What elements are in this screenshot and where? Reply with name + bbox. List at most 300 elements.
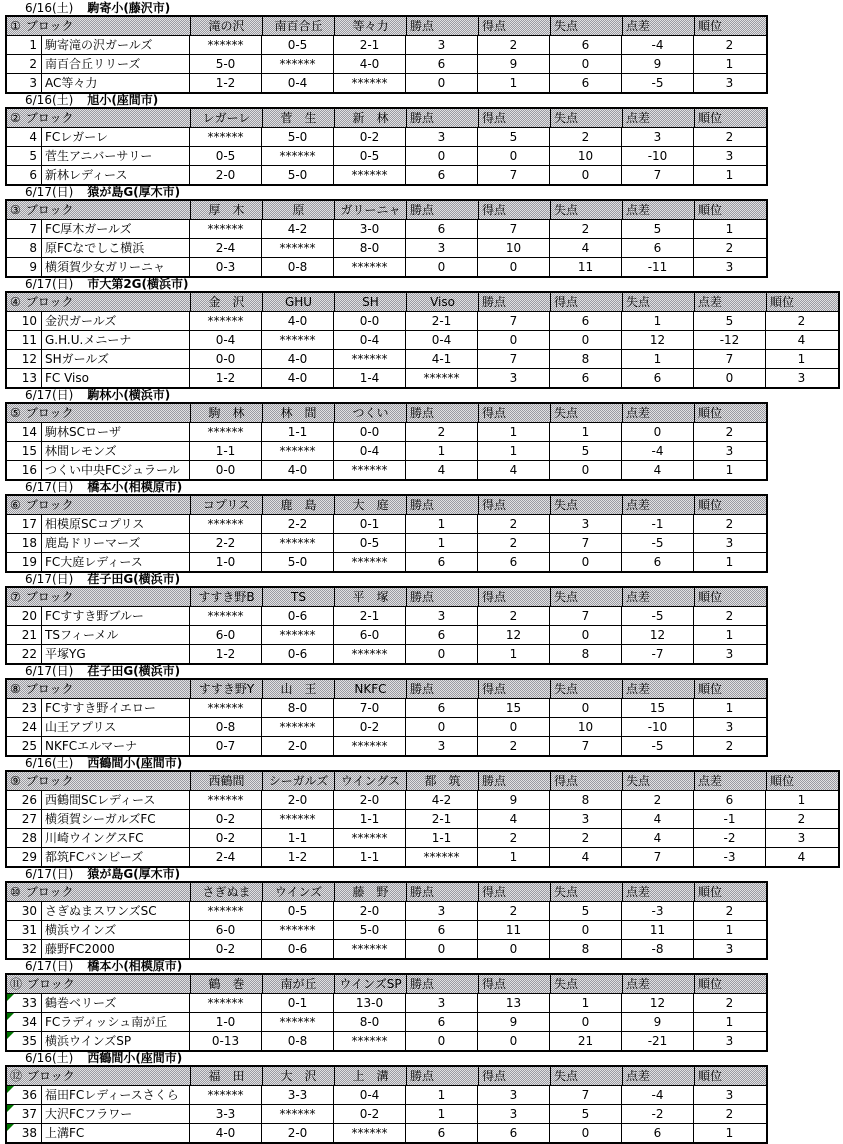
match-result-cell: ******: [333, 829, 405, 847]
stat-header-cell: 失点: [550, 883, 622, 901]
stat-value-cell: 9: [621, 55, 693, 73]
header-row: [7, 201, 766, 219]
block-venue: 橋本小(相模原市): [87, 959, 183, 973]
stat-value-cell: 3: [621, 128, 693, 146]
block-date: 6/17(日): [25, 572, 74, 586]
match-result-cell: 6-0: [189, 921, 261, 939]
stat-value-cell: 0: [477, 940, 549, 958]
stat-value-cell: -12: [693, 331, 765, 349]
stat-value-cell: 2: [621, 791, 693, 809]
stat-header-cell: 点差: [694, 293, 766, 311]
stat-value-cell: 2: [405, 423, 477, 441]
match-result-cell: 5-0: [261, 128, 333, 146]
header-row: [7, 772, 838, 790]
row-number-cell: [7, 461, 41, 479]
header-row: [7, 883, 766, 901]
stat-value-cell: 9: [477, 55, 549, 73]
stat-header-cell: 順位: [694, 883, 766, 901]
match-result-cell: 1-1: [261, 423, 333, 441]
stat-value-cell: 6: [621, 239, 693, 257]
row-number: 4: [29, 130, 37, 144]
stat-value-cell: 0: [405, 645, 477, 663]
team-row: [7, 809, 838, 828]
team-name-cell: 横須賀シーガルズFC: [41, 810, 189, 828]
stat-value-cell: 0: [405, 74, 477, 92]
match-result-cell: 2-0: [261, 1124, 333, 1142]
match-result-cell: ******: [261, 1013, 333, 1031]
stat-header-cell: 得点: [478, 404, 550, 422]
standings-table: [5, 586, 768, 665]
team-name-cell: 鹿島ドリーマーズ: [41, 534, 189, 552]
stat-value-cell: 6: [405, 1013, 477, 1031]
match-result-cell: 7-0: [333, 699, 405, 717]
match-result-cell: ******: [261, 626, 333, 644]
team-name-cell: FCラディッシュ南が丘: [41, 1013, 189, 1031]
stat-value-cell: 1: [693, 921, 765, 939]
stat-value-cell: 0: [405, 147, 477, 165]
row-number-cell: [7, 147, 41, 165]
opponent-header-cell: 金 沢: [190, 293, 262, 311]
stat-value-cell: 2: [477, 902, 549, 920]
stat-value-cell: 3: [405, 128, 477, 146]
match-result-cell: 2-0: [333, 902, 405, 920]
match-result-cell: ******: [333, 645, 405, 663]
match-result-cell: 0-3: [189, 258, 261, 276]
block-venue: 市大第2G(横浜市): [87, 277, 189, 291]
team-name-cell: 藤野FC2000: [41, 940, 189, 958]
team-row: [7, 993, 766, 1012]
header-row: [7, 404, 766, 422]
match-result-cell: 0-2: [189, 810, 261, 828]
team-name-cell: G.H.U.メニーナ: [41, 331, 189, 349]
match-result-cell: 0-4: [405, 331, 477, 349]
stat-header-cell: 得点: [478, 17, 550, 35]
block-date: 6/16(土): [25, 93, 74, 107]
match-result-cell: 8-0: [333, 239, 405, 257]
stat-value-cell: 2: [693, 423, 765, 441]
block-title: [0, 94, 843, 107]
row-number: 10: [21, 314, 37, 328]
team-row: [7, 460, 766, 479]
match-result-cell: ******: [189, 607, 261, 625]
block-number: ⑪: [10, 977, 23, 991]
stat-value-cell: 7: [477, 350, 549, 368]
stat-value-cell: 4: [549, 848, 621, 866]
stat-value-cell: 3: [405, 737, 477, 755]
match-result-cell: 8-0: [261, 699, 333, 717]
match-result-cell: 2-1: [405, 312, 477, 330]
match-result-cell: 4-0: [189, 1124, 261, 1142]
header-row: [7, 496, 766, 514]
block-date: 6/16(土): [25, 756, 74, 770]
team-row: [7, 349, 838, 368]
block-date: 6/16(土): [25, 1051, 74, 1065]
stat-header-cell: 勝点: [406, 201, 478, 219]
opponent-header-cell: 都 筑: [406, 772, 478, 790]
row-number-cell: [7, 626, 41, 644]
opponent-header-cell: 鹿 島: [262, 496, 334, 514]
match-result-cell: ******: [333, 1032, 405, 1050]
note-marker-icon: [7, 1086, 14, 1093]
match-result-cell: 1-0: [189, 1013, 261, 1031]
opponent-header-cell: 山 王: [262, 680, 334, 698]
stat-value-cell: -3: [693, 848, 765, 866]
stat-value-cell: 3: [693, 645, 765, 663]
stat-value-cell: 0: [549, 166, 621, 184]
team-name-cell: SHガールズ: [41, 350, 189, 368]
stat-header-cell: 勝点: [478, 293, 550, 311]
match-result-cell: ******: [189, 994, 261, 1012]
team-name-cell: 駒林SCローザ: [41, 423, 189, 441]
opponent-header-cell: すすき野Y: [190, 680, 262, 698]
stat-header-cell: 点差: [622, 109, 694, 127]
team-name-cell: 菅生アニバーサリー: [41, 147, 189, 165]
row-number: 1: [29, 38, 37, 52]
block-label: ブロック: [25, 19, 74, 33]
stat-value-cell: 2: [765, 810, 837, 828]
row-number: 18: [21, 536, 37, 550]
stat-value-cell: 3: [405, 994, 477, 1012]
row-number: 21: [21, 628, 37, 642]
team-name-cell: 西鶴間SCレディース: [41, 791, 189, 809]
stat-header-cell: 勝点: [406, 588, 478, 606]
team-name-cell: AC等々力: [41, 74, 189, 92]
stat-value-cell: 6: [549, 74, 621, 92]
row-number: 15: [21, 444, 37, 458]
stat-value-cell: 5: [693, 312, 765, 330]
match-result-cell: 0-2: [333, 128, 405, 146]
stat-value-cell: 1: [405, 1086, 477, 1104]
opponent-header-cell: SH: [334, 293, 406, 311]
team-name-cell: 福田FCレディースさくら: [41, 1086, 189, 1104]
team-row: [7, 441, 766, 460]
match-result-cell: 4-0: [261, 461, 333, 479]
stat-value-cell: 6: [477, 553, 549, 571]
league-block: [0, 186, 843, 278]
team-row: [7, 165, 766, 184]
block-number: ③: [10, 203, 21, 217]
block-number: ⑩: [10, 885, 21, 899]
row-number-cell: [7, 74, 41, 92]
team-row: [7, 1031, 766, 1050]
stat-value-cell: 3: [765, 829, 837, 847]
stat-value-cell: -3: [621, 902, 693, 920]
stat-value-cell: 3: [405, 607, 477, 625]
note-marker-icon: [7, 994, 14, 1001]
team-name-cell: FCすすき野ブルー: [41, 607, 189, 625]
opponent-header-cell: 福 田: [190, 1067, 262, 1085]
stat-value-cell: 5: [621, 220, 693, 238]
stat-header-cell: 失点: [622, 293, 694, 311]
team-name-cell: さぎぬまスワンズSC: [41, 902, 189, 920]
stat-value-cell: 6: [405, 921, 477, 939]
row-number: 7: [29, 222, 37, 236]
team-name-cell: 川崎ウイングスFC: [41, 829, 189, 847]
stat-header-cell: 点差: [694, 772, 766, 790]
block-venue: 猿が島G(厚木市): [87, 867, 181, 881]
stat-value-cell: 13: [477, 994, 549, 1012]
stat-value-cell: 4: [765, 331, 837, 349]
stat-value-cell: 1: [693, 699, 765, 717]
stat-value-cell: 5: [549, 1105, 621, 1123]
team-name-cell: 平塚YG: [41, 645, 189, 663]
match-result-cell: ******: [261, 442, 333, 460]
match-result-cell: 1-2: [189, 645, 261, 663]
stat-value-cell: 4: [621, 461, 693, 479]
stat-value-cell: -10: [621, 147, 693, 165]
stat-value-cell: 5: [549, 442, 621, 460]
stat-value-cell: 0: [549, 699, 621, 717]
block-number: ②: [10, 111, 21, 125]
stat-header-cell: 勝点: [406, 404, 478, 422]
stat-value-cell: 2: [477, 607, 549, 625]
stat-value-cell: 2: [477, 829, 549, 847]
block-venue: 荏子田G(横浜市): [87, 572, 181, 586]
block-header-cell: [7, 772, 190, 790]
opponent-header-cell: さぎぬま: [190, 883, 262, 901]
match-result-cell: 5-0: [189, 55, 261, 73]
standings-table: [5, 973, 768, 1052]
header-row: [7, 17, 766, 35]
stat-value-cell: 15: [477, 699, 549, 717]
stat-value-cell: 6: [405, 699, 477, 717]
block-number: ⑤: [10, 406, 21, 420]
row-number: 38: [21, 1126, 37, 1140]
block-venue: 西鶴間小(座間市): [87, 1051, 183, 1065]
match-result-cell: ******: [261, 55, 333, 73]
stat-value-cell: -2: [621, 1105, 693, 1123]
team-row: [7, 717, 766, 736]
match-result-cell: 0-5: [333, 147, 405, 165]
match-result-cell: 4-2: [261, 220, 333, 238]
match-result-cell: ******: [261, 534, 333, 552]
stat-header-cell: 点差: [622, 680, 694, 698]
match-result-cell: ******: [189, 36, 261, 54]
row-number-cell: [7, 1013, 41, 1031]
stat-header-cell: 得点: [478, 201, 550, 219]
block-header-cell: [7, 588, 190, 606]
stat-value-cell: 5: [477, 128, 549, 146]
team-row: [7, 146, 766, 165]
block-date: 6/17(日): [25, 185, 74, 199]
stat-header-cell: 失点: [550, 680, 622, 698]
opponent-header-cell: TS: [262, 588, 334, 606]
match-result-cell: ******: [261, 147, 333, 165]
row-number-cell: [7, 994, 41, 1012]
stat-value-cell: 6: [549, 36, 621, 54]
block-title: [0, 278, 843, 291]
match-result-cell: ******: [261, 331, 333, 349]
stat-value-cell: 1: [477, 74, 549, 92]
stat-value-cell: 3: [765, 369, 837, 387]
match-result-cell: 13-0: [333, 994, 405, 1012]
block-title: [0, 868, 843, 881]
block-label: ブロック: [25, 774, 74, 788]
team-name-cell: 林間レモンズ: [41, 442, 189, 460]
match-result-cell: 0-2: [333, 1105, 405, 1123]
block-header-cell: [7, 201, 190, 219]
opponent-header-cell: レガーレ: [190, 109, 262, 127]
stat-value-cell: 2: [693, 239, 765, 257]
row-number: 22: [21, 647, 37, 661]
match-result-cell: 0-2: [189, 829, 261, 847]
stat-header-cell: 失点: [550, 975, 622, 993]
match-result-cell: ******: [189, 220, 261, 238]
stat-header-cell: 順位: [766, 293, 838, 311]
match-result-cell: ******: [189, 515, 261, 533]
stat-value-cell: 7: [477, 220, 549, 238]
stat-value-cell: 2: [693, 128, 765, 146]
stat-value-cell: 6: [405, 166, 477, 184]
row-number-cell: [7, 737, 41, 755]
match-result-cell: ******: [333, 166, 405, 184]
row-number: 32: [21, 942, 37, 956]
stat-value-cell: 21: [549, 1032, 621, 1050]
stat-value-cell: 3: [693, 1032, 765, 1050]
stat-header-cell: 点差: [622, 201, 694, 219]
stat-value-cell: 2: [693, 515, 765, 533]
stat-header-cell: 順位: [766, 772, 838, 790]
stat-value-cell: 0: [549, 461, 621, 479]
match-result-cell: 0-4: [333, 331, 405, 349]
match-result-cell: ******: [333, 350, 405, 368]
block-label: ブロック: [27, 1069, 75, 1083]
stat-value-cell: 8: [549, 940, 621, 958]
stat-value-cell: 3: [477, 1086, 549, 1104]
match-result-cell: 6-0: [333, 626, 405, 644]
match-result-cell: 2-4: [189, 239, 261, 257]
stat-value-cell: -8: [621, 940, 693, 958]
block-header-cell: [7, 496, 190, 514]
team-row: [7, 1123, 766, 1142]
team-row: [7, 514, 766, 533]
stat-value-cell: 10: [477, 239, 549, 257]
stat-value-cell: 7: [549, 534, 621, 552]
row-number-cell: [7, 1124, 41, 1142]
match-result-cell: 0-5: [261, 902, 333, 920]
match-result-cell: ******: [333, 258, 405, 276]
standings-table: [5, 494, 768, 573]
standings-table: [5, 881, 768, 960]
stat-value-cell: 1: [765, 350, 837, 368]
header-row: [7, 975, 766, 993]
row-number: 8: [29, 241, 37, 255]
block-header-cell: [7, 404, 190, 422]
stat-header-cell: 点差: [622, 588, 694, 606]
row-number-cell: [7, 55, 41, 73]
row-number-cell: [7, 810, 41, 828]
match-result-cell: 2-0: [261, 737, 333, 755]
match-result-cell: ******: [405, 848, 477, 866]
note-marker-icon: [7, 1032, 14, 1039]
match-result-cell: 0-0: [333, 312, 405, 330]
stat-value-cell: 12: [477, 626, 549, 644]
stat-value-cell: 3: [477, 1105, 549, 1123]
match-result-cell: 2-0: [333, 791, 405, 809]
team-name-cell: 駒寄滝の沢ガールズ: [41, 36, 189, 54]
stat-header-cell: 点差: [622, 1067, 694, 1085]
match-result-cell: 4-0: [333, 55, 405, 73]
block-venue: 旭小(座間市): [87, 93, 159, 107]
match-result-cell: 0-7: [189, 737, 261, 755]
opponent-header-cell: コプリス: [190, 496, 262, 514]
stat-header-cell: 勝点: [406, 975, 478, 993]
stat-header-cell: 順位: [694, 404, 766, 422]
stat-header-cell: 得点: [478, 975, 550, 993]
match-result-cell: 8-0: [333, 1013, 405, 1031]
team-name-cell: 原FCなでしこ横浜: [41, 239, 189, 257]
stat-value-cell: 1: [549, 423, 621, 441]
stat-value-cell: 1: [693, 220, 765, 238]
stat-value-cell: 2: [549, 220, 621, 238]
match-result-cell: 0-8: [261, 1032, 333, 1050]
team-row: [7, 238, 766, 257]
team-row: [7, 736, 766, 755]
stat-value-cell: 4: [477, 810, 549, 828]
match-result-cell: 1-1: [261, 829, 333, 847]
stat-value-cell: 1: [405, 515, 477, 533]
opponent-header-cell: シーガルズ: [262, 772, 334, 790]
stat-value-cell: 8: [549, 645, 621, 663]
match-result-cell: 0-6: [261, 607, 333, 625]
row-number: 13: [21, 371, 37, 385]
match-result-cell: ******: [333, 1124, 405, 1142]
row-number: 20: [21, 609, 37, 623]
block-header-cell: [7, 883, 190, 901]
stat-value-cell: -5: [621, 737, 693, 755]
match-result-cell: ******: [189, 1086, 261, 1104]
row-number: 29: [21, 850, 37, 864]
block-label: ブロック: [25, 203, 74, 217]
row-number-cell: [7, 553, 41, 571]
match-result-cell: ******: [189, 423, 261, 441]
row-number-cell: [7, 940, 41, 958]
team-name-cell: 金沢ガールズ: [41, 312, 189, 330]
match-result-cell: 1-2: [189, 74, 261, 92]
stat-value-cell: 4: [765, 848, 837, 866]
team-row: [7, 533, 766, 552]
block-number: ⑦: [10, 590, 21, 604]
header-row: [7, 293, 838, 311]
stat-header-cell: 勝点: [406, 496, 478, 514]
stat-value-cell: -4: [621, 442, 693, 460]
team-row: [7, 644, 766, 663]
stat-header-cell: 順位: [694, 975, 766, 993]
stat-header-cell: 得点: [550, 293, 622, 311]
team-name-cell: FCすすき野イエロー: [41, 699, 189, 717]
row-number: 19: [21, 555, 37, 569]
match-result-cell: ******: [189, 791, 261, 809]
match-result-cell: ******: [333, 74, 405, 92]
block-number: ⑧: [10, 682, 21, 696]
block-title: [0, 389, 843, 402]
stat-value-cell: 2: [693, 607, 765, 625]
stat-header-cell: 点差: [622, 975, 694, 993]
stat-value-cell: 6: [621, 553, 693, 571]
row-number: 30: [21, 904, 37, 918]
match-result-cell: 1-4: [333, 369, 405, 387]
stat-header-cell: 順位: [694, 17, 766, 35]
stat-value-cell: 3: [549, 515, 621, 533]
block-title: [0, 481, 843, 494]
opponent-header-cell: 等々力: [334, 17, 406, 35]
block-title: [0, 186, 843, 199]
opponent-header-cell: Viso: [406, 293, 478, 311]
match-result-cell: ******: [405, 369, 477, 387]
stat-value-cell: 1: [693, 1124, 765, 1142]
stat-header-cell: 勝点: [406, 109, 478, 127]
team-name-cell: 大沢FCフラワー: [41, 1105, 189, 1123]
